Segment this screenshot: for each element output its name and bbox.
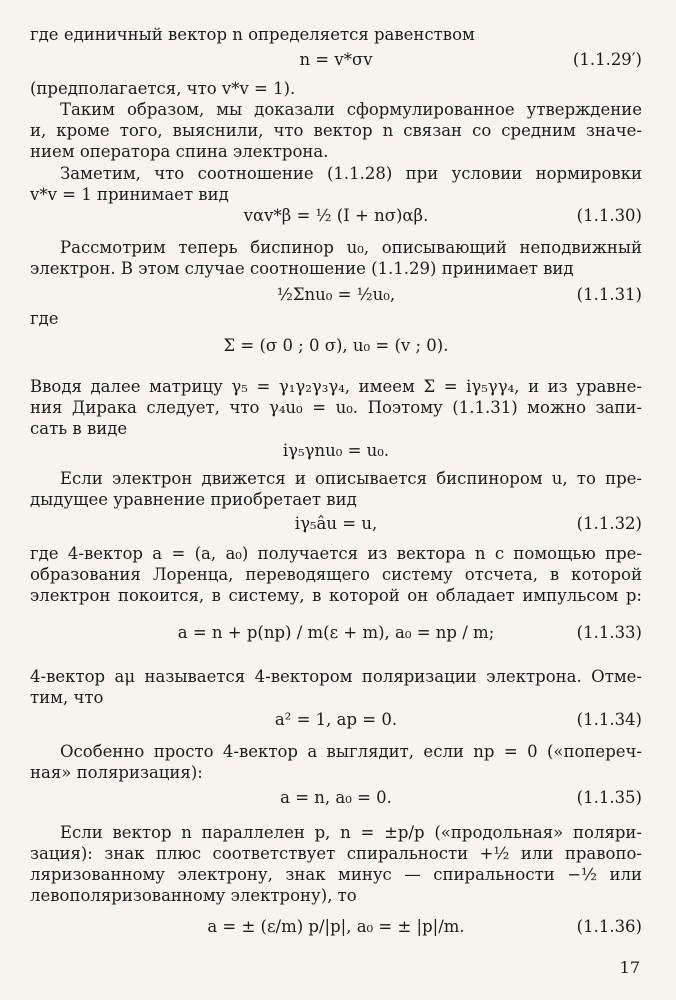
- equation-number: (1.1.35): [576, 788, 642, 807]
- text-line: ния Дирака следует, что γ₄u₀ = u₀. Поэтому (1.1.31) можно запи-: [30, 398, 642, 417]
- text-line: где единичный вектор n определяется равенством: [30, 25, 475, 44]
- equation-number: (1.1.32): [576, 514, 642, 533]
- text-line: нием оператора спина электрона.: [30, 142, 329, 161]
- text-line: Если электрон движется и описывается биспинором u, то пре-: [60, 469, 642, 488]
- page-number: 17: [619, 958, 640, 977]
- equation-1-1-35: [30, 783, 642, 813]
- text-line: где: [30, 309, 59, 328]
- text-line: Особенно просто 4-вектор a выглядит, если np = 0 («попереч-: [60, 742, 642, 761]
- text-line: электрон покоится, в систему, в которой он обладает импульсом p:: [30, 586, 642, 605]
- text-line: тим, что: [30, 688, 104, 707]
- text-line: где 4-вектор a = (a, a₀) получается из вектора n с помощью пре-: [30, 544, 642, 563]
- text-line: ная» поляризация):: [30, 763, 203, 782]
- text-line: 4-вектор aμ называется 4-вектором поляризации электрона. Отме-: [30, 667, 642, 686]
- text-line: Рассмотрим теперь биспинор u₀, описывающий неподвижный: [60, 238, 642, 257]
- text-line: Заметим, что соотношение (1.1.28) при условии нормировки: [60, 164, 642, 183]
- equation-1-1-29-prime: [30, 45, 642, 75]
- text-line: ляризованному электрону, знак минус — спиральности −½ или: [30, 865, 642, 884]
- equation-sigma-u0: [30, 331, 642, 361]
- equation-number: (1.1.36): [576, 917, 642, 936]
- equation-1-1-34: [30, 705, 642, 735]
- equation-number: (1.1.33): [576, 623, 642, 642]
- equation-formula: vαv*β = ½ (I + nσ)αβ.: [243, 206, 429, 225]
- equation-formula: iγ₅γnu₀ = u₀.: [282, 441, 390, 460]
- text-line: электрон. В этом случае соотношение (1.1.29) принимает вид: [30, 259, 574, 278]
- text-line: образования Лоренца, переводящего систему отсчета, в которой: [30, 565, 642, 584]
- equation-formula: iγ₅âu = u,: [294, 514, 378, 533]
- text-line: Вводя далее матрицу γ₅ = γ₁γ₂γ₃γ₄, имеем Σ = iγ₅γγ₄, и из уравне-: [30, 377, 642, 396]
- equation-formula: ½Σnu₀ = ½u₀,: [276, 285, 396, 304]
- equation-1-1-32: [30, 509, 642, 539]
- text-line: и, кроме того, выяснили, что вектор n связан со средним значе-: [30, 121, 642, 140]
- equation-gamma5: [30, 436, 642, 466]
- equation-number: (1.1.30): [576, 206, 642, 225]
- equation-formula: a = n, a₀ = 0.: [280, 788, 392, 807]
- equation-number: (1.1.31): [576, 285, 642, 304]
- equation-formula: a² = 1, ap = 0.: [274, 710, 398, 729]
- equation-1-1-30: [30, 201, 642, 231]
- text-line: сать в виде: [30, 419, 128, 438]
- equation-1-1-33: [30, 618, 642, 648]
- equation-1-1-31: [30, 280, 642, 310]
- equation-formula: Σ = (σ 0 ; 0 σ), u₀ = (v ; 0).: [223, 336, 449, 355]
- equation-formula: a = n + p(np) / m(ε + m), a₀ = np / m;: [177, 623, 495, 642]
- text-line: зация): знак плюс соответствует спиральности +½ или правопо-: [30, 844, 642, 863]
- text-line: Если вектор n параллелен p, n = ±p/p («продольная» поляри-: [60, 823, 642, 842]
- equation-number: (1.1.34): [576, 710, 642, 729]
- text-line: v*v = 1 принимает вид: [30, 185, 229, 204]
- text-line: левополяризованному электрону), то: [30, 886, 357, 905]
- text-line: дыдущее уравнение приобретает вид: [30, 490, 357, 509]
- equation-number: (1.1.29′): [572, 50, 642, 69]
- equation-formula: n = v*σv: [299, 50, 373, 69]
- equation-1-1-36: [30, 912, 642, 942]
- text-line: (предполагается, что v*v = 1).: [30, 79, 296, 98]
- text-line: Таким образом, мы доказали сформулированное утверждение: [60, 100, 642, 119]
- equation-formula: a = ± (ε/m) p/|p|, a₀ = ± |p|/m.: [207, 917, 465, 936]
